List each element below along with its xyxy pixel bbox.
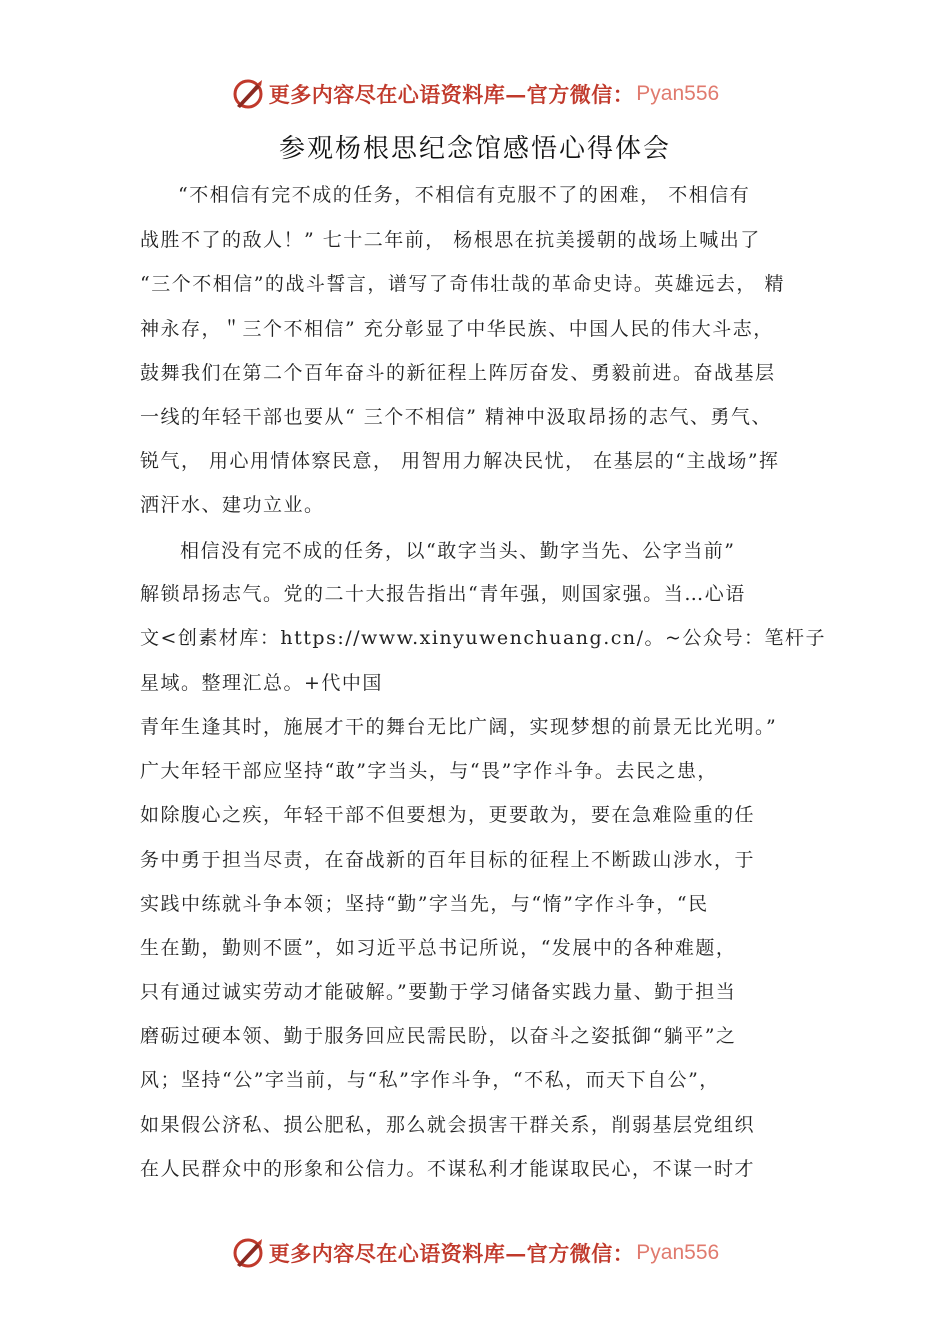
body-line: 实践中练就斗争本领；坚持“勤”字当先，与“惰”字作斗争，“民	[140, 893, 709, 915]
header-banner	[0, 74, 950, 114]
quill-logo-icon	[231, 1236, 265, 1270]
body-line: 一线的年轻干部也要从“ 三个不相信” 精神中汲取昂扬的志气、勇气、	[140, 406, 773, 428]
body-line: 青年生逢其时，施展才干的舞台无比广阔，实现梦想的前景无比光明。”	[140, 716, 778, 738]
body-line: 解锁昂扬志气。党的二十大报告指出“青年强，则国家强。当…心语	[140, 583, 746, 605]
body-line: 只有通过诚实劳动才能破解。”要勤于学习储备实践力量、勤于担当	[140, 981, 737, 1003]
body-line: 务中勇于担当尽责，在奋战新的百年目标的征程上不断跋山涉水，于	[140, 849, 756, 871]
banner-wechat-handle: Pyan556	[636, 82, 720, 105]
body-line: 神永存，＂三个不相信” 充分彰显了中华民族、中国人民的伟大斗志，	[140, 318, 774, 340]
banner-wechat-handle: Pyan556	[636, 1241, 720, 1264]
body-line: 如除腹心之疾，年轻干部不但要想为，更要敢为，要在急难险重的任	[140, 804, 756, 826]
body-line: 风；坚持“公”字当前，与“私”字作斗争，“不私，而天下自公”，	[140, 1069, 720, 1091]
footer-banner	[0, 1233, 950, 1273]
body-line: 文<创素材库：https://www.xinyuwenchuang.cn/。~公众号：笔杆子	[140, 627, 826, 649]
body-line: 磨砺过硬本领、勤于服务回应民需民盼，以奋斗之姿抵御“躺平”之	[140, 1025, 737, 1047]
body-line: “不相信有完不成的任务，不相信有克服不了的困难， 不相信有	[178, 184, 751, 206]
document-title: 参观杨根思纪念馆感悟心得体会	[278, 134, 671, 164]
body-line: 相信没有完不成的任务，以“敢字当头、勤字当先、公字当前”	[180, 540, 736, 562]
quill-logo-icon	[231, 77, 265, 111]
body-line: 生在勤，勤则不匮”，如习近平总书记所说，“发展中的各种难题，	[140, 937, 737, 959]
body-line: 广大年轻干部应坚持“敢”字当头，与“畏”字作斗争。去民之患，	[140, 760, 718, 782]
body-line: 鼓舞我们在第二个百年奋斗的新征程上阵厉奋发、勇毅前进。奋战基层	[140, 362, 776, 384]
body-line: 星域。整理汇总。+代中国	[140, 672, 383, 694]
body-line: 洒汗水、建功立业。	[140, 494, 325, 516]
banner-text: 更多内容尽在心语资料库—官方微信：	[268, 1241, 635, 1266]
banner-text: 更多内容尽在心语资料库—官方微信：	[268, 82, 635, 107]
body-line: 锐气， 用心用情体察民意， 用智用力解决民忧， 在基层的“主战场”挥	[140, 450, 780, 472]
body-line: 在人民群众中的形象和公信力。不谋私利才能谋取民心，不谋一时才	[140, 1158, 756, 1180]
body-line: 战胜不了的敌人！” 七十二年前， 杨根思在抗美援朝的战场上喊出了	[140, 229, 761, 251]
body-line: “三个不相信”的战斗誓言，谱写了奇伟壮哉的革命史诗。英雄远去， 精	[140, 273, 785, 295]
body-line: 如果假公济私、损公肥私，那么就会损害干群关系，削弱基层党组织	[140, 1114, 756, 1136]
